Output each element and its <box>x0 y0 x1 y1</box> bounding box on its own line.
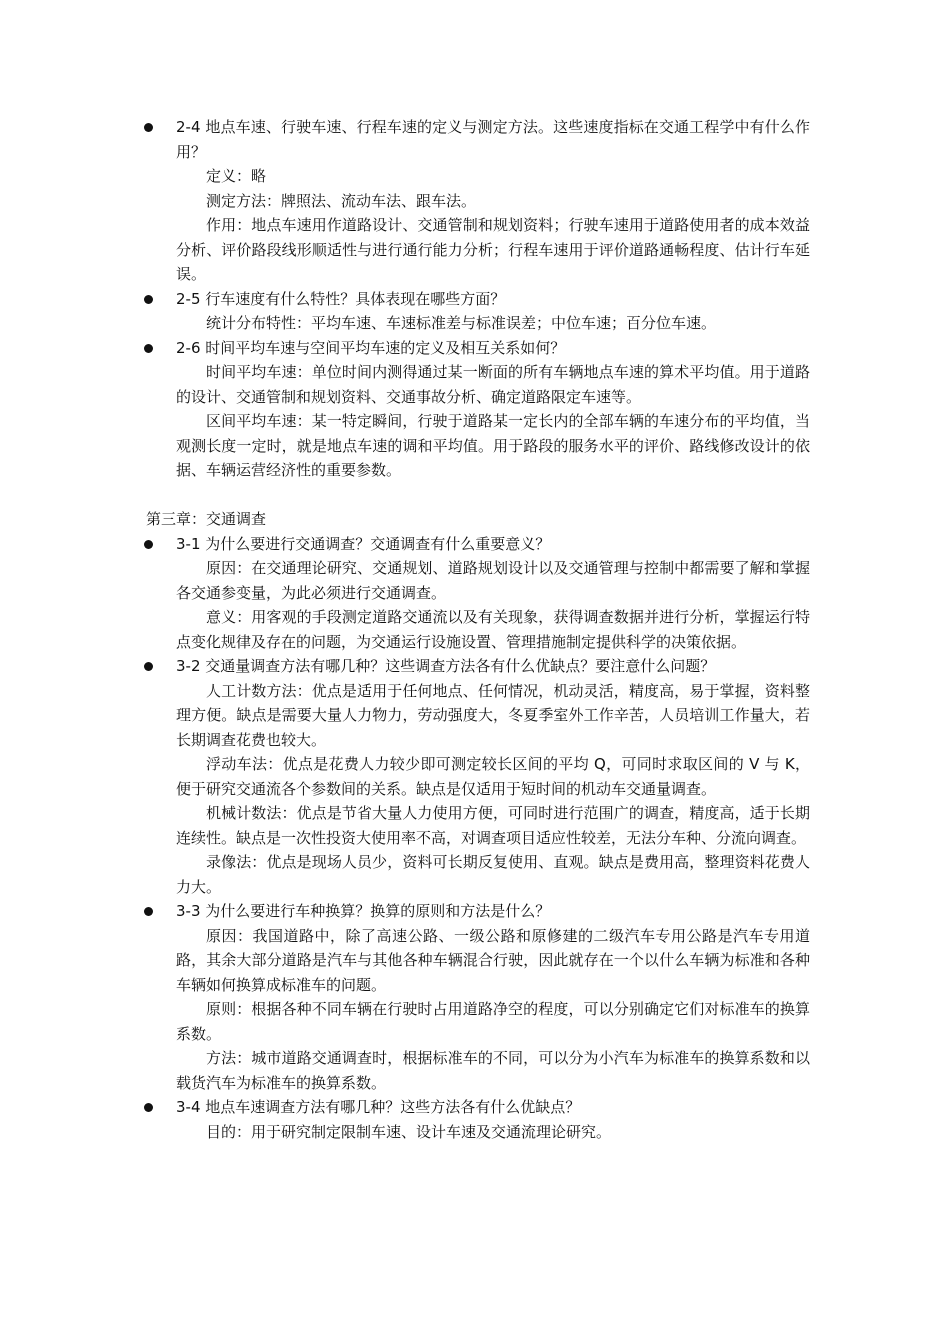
question-item <box>146 899 810 924</box>
answer-paragraph: 机械计数法：优点是节省大量人力使用方便，可同时进行范围广的调查，精度高，适于长期连续性。缺点是一次性投资大使用率不高，对调查项目适应性较差，无法分车种、分流向调查。 <box>176 804 810 847</box>
bullet-icon <box>144 540 153 549</box>
question-text: 3-2 交通量调查方法有哪几种？这些调查方法各有什么优缺点？要注意什么问题？ <box>176 657 716 675</box>
answer-paragraph: 时间平均车速：单位时间内测得通过某一断面的所有车辆地点车速的算术平均值。用于道路的设计、交通管制和规划资料、交通事故分析、确定道路限定车速等。 <box>176 363 810 406</box>
question-text: 3-1 为什么要进行交通调查？交通调查有什么重要意义？ <box>176 534 551 553</box>
blank-line <box>146 483 810 508</box>
answer-paragraph: 测定方法：牌照法、流动车法、跟车法。 <box>206 191 477 210</box>
answer-paragraph: 人工计数方法：优点是适用于任何地点、任何情况，机动灵活，精度高，易于掌握，资料整理方便。缺点是需要大量人力物力，劳动强度大，冬夏季室外工作辛苦，人员培训工作量大，若长期调查花费也较大。 <box>176 681 810 749</box>
answer-paragraph: 方法：城市道路交通调查时，根据标准车的不同，可以分为小汽车为标准车的换算系数和以载货汽车为标准车的换算系数。 <box>176 1049 810 1092</box>
question-text: 2-6 时间平均车速与空间平均车速的定义及相互关系如何？ <box>176 338 566 357</box>
question-item <box>146 1095 810 1120</box>
answer-paragraph: 区间平均车速：某一特定瞬间，行驶于道路某一定长内的全部车辆的车速分布的平均值，当观测长度一定时，就是地点车速的调和平均值。用于路段的服务水平的评价、路线修改设计的依据、车辆运营经济性的重要参数。 <box>176 412 810 479</box>
question-text: 2-5 行车速度有什么特性？具体表现在哪些方面？ <box>176 289 506 308</box>
answer-paragraph: 浮动车法：优点是花费人力较少即可测定较长区间的平均 Q，可同时求取区间的 V 与 K，便于研究交通流各个参数间的关系。缺点是仅适用于短时间的机动车交通量调查。 <box>176 755 810 798</box>
question-item <box>146 532 810 557</box>
bullet-icon <box>144 295 153 304</box>
answer-paragraph: 原因：我国道路中，除了高速公路、一级公路和原修建的二级汽车专用公路是汽车专用道路，其余大部分道路是汽车与其他各种车辆混合行驶，因此就存在一个以什么车辆为标准和各种车辆如何换算成标准车的问题。 <box>176 926 810 994</box>
question-text: 3-4 地点车速调查方法有哪几种？这些方法各有什么优缺点？ <box>176 1098 581 1116</box>
answer-paragraph: 定义：略 <box>206 167 267 185</box>
answer-paragraph: 原则：根据各种不同车辆在行驶时占用道路净空的程度，可以分别确定它们对标准车的换算系数。 <box>176 1000 810 1043</box>
document-body <box>146 115 810 1144</box>
answer-paragraph: 统计分布特性：平均车速、车速标准差与标准误差；中位车速；百分位车速。 <box>206 314 717 332</box>
question-text: 3-3 为什么要进行车种换算？换算的原则和方法是什么？ <box>176 902 551 920</box>
bullet-icon <box>144 123 153 132</box>
question-item <box>146 115 810 164</box>
question-text: 2-4 地点车速、行驶车速、行程车速的定义与测定方法。这些速度指标在交通工程学中有什么作用？ <box>176 118 810 161</box>
bullet-icon <box>144 662 153 671</box>
question-item <box>146 336 810 361</box>
bullet-icon <box>144 344 153 353</box>
question-item <box>146 654 810 679</box>
answer-paragraph: 作用：地点车速用作道路设计、交通管制和规划资料；行驶车速用于道路使用者的成本效益分析、评价路段线形顺适性与进行通行能力分析；行程车速用于评价道路通畅程度、估计行车延误。 <box>176 216 810 283</box>
answer-paragraph: 原因：在交通理论研究、交通规划、道路规划设计以及交通管理与控制中都需要了解和掌握各交通参变量，为此必须进行交通调查。 <box>176 559 810 602</box>
bullet-icon <box>144 907 153 916</box>
answer-paragraph: 录像法：优点是现场人员少，资料可长期反复使用、直观。缺点是费用高，整理资料花费人力大。 <box>176 853 810 896</box>
answer-paragraph: 意义：用客观的手段测定道路交通流以及有关现象，获得调查数据并进行分析，掌握运行特点变化规律及存在的问题，为交通运行设施设置、管理措施制定提供科学的决策依据。 <box>176 608 810 651</box>
bullet-icon <box>144 1103 153 1112</box>
question-item <box>146 287 810 312</box>
answer-paragraph: 目的：用于研究制定限制车速、设计车速及交通流理论研究。 <box>206 1122 612 1141</box>
chapter-heading: 第三章：交通调查 <box>146 510 267 528</box>
